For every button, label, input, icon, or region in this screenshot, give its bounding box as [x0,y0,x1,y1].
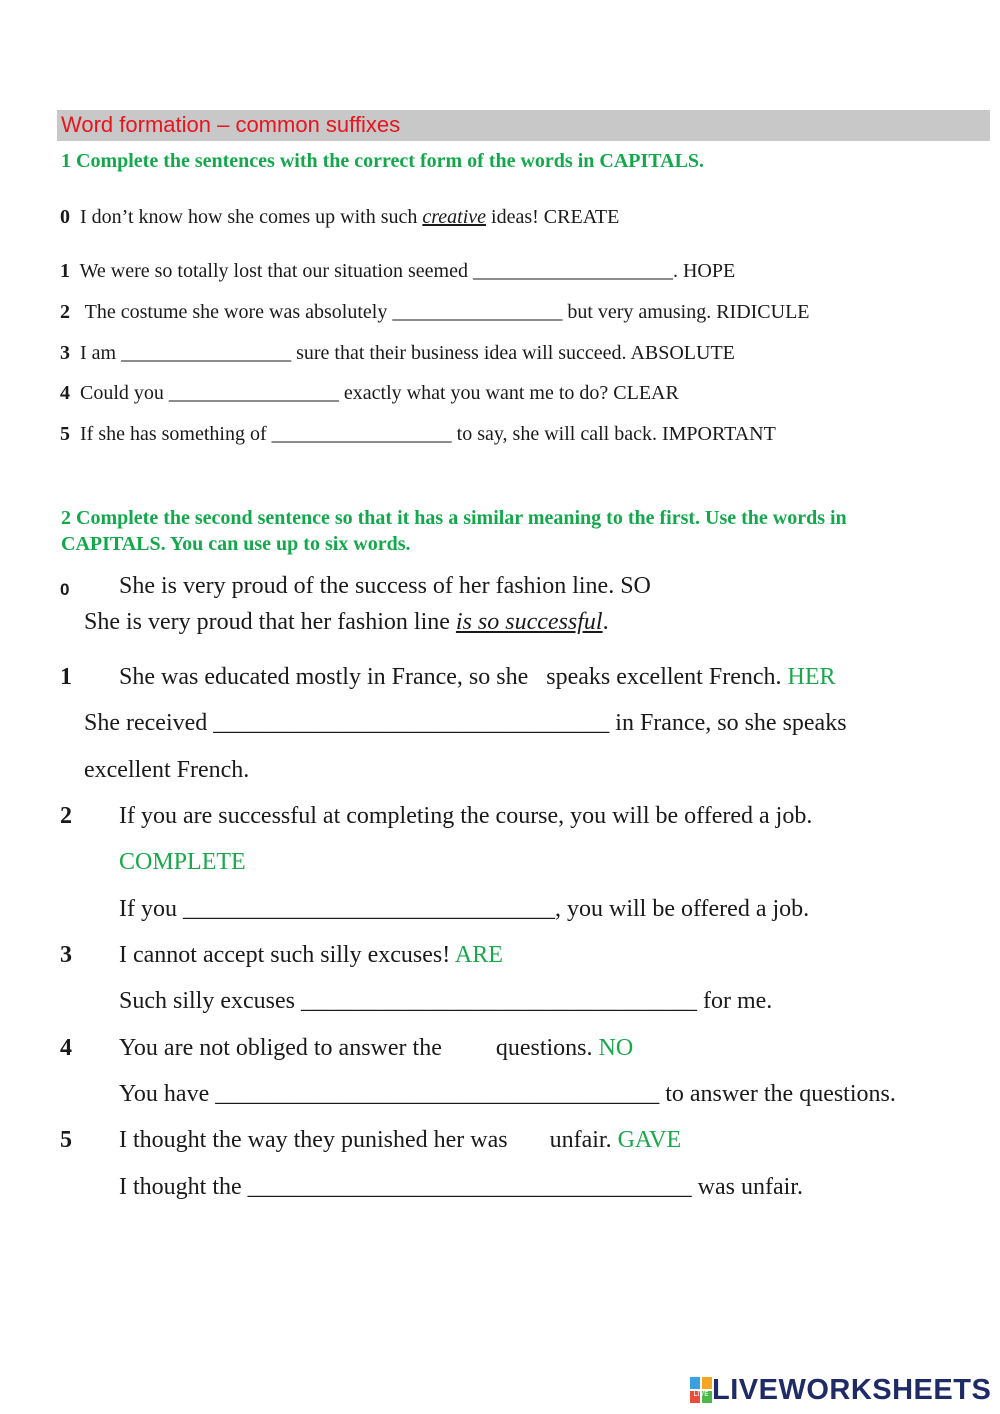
item-sentence [119,942,503,969]
item-sentence-part-b: questions. [495,1035,593,1061]
example-answer: is so successful [455,609,603,635]
item-number: 0 [60,580,70,599]
section1-item [60,260,735,283]
item-number: 4 [60,382,70,404]
keyword: GAVE [617,1127,682,1153]
item-number: 1 [60,260,70,282]
item-text[interactable]: If she has something of __________________ to say, she will call back. IMPORTANT [80,423,776,445]
keyword: COMPLETE [119,849,246,875]
section1-item [60,382,679,405]
item-sentence: If you are successful at completing the course, you will be offered a job. [119,803,813,829]
item-number: 3 [60,342,70,364]
item-number: 2 [60,803,72,829]
keyword: ARE [454,942,503,968]
item-sentence [119,1127,681,1154]
logo-text: LIVEWORKSHEETS [712,1373,992,1406]
item-number: 0 [60,206,70,228]
item-sentence-part-a: She was educated mostly in France, so she [119,664,529,690]
example-text-before: I don’t know how she comes up with such [80,206,418,228]
section1-item [60,342,735,365]
item-answer-line[interactable]: You have _____________________________________ to answer the questions. [119,1081,896,1107]
item-text[interactable]: We were so totally lost that our situation seemed ____________________. HOPE [79,260,736,282]
example-answer-before: She is very proud that her fashion line [84,609,450,635]
logo-mark-icon [690,1377,712,1403]
section2-instruction-line2: CAPITALS. You can use up to six words. [61,533,411,555]
item-answer-line[interactable]: She received _________________________________ in France, so she speaks [84,710,847,736]
section1-instruction: 1 Complete the sentences with the correct form of the words in CAPITALS. [61,150,705,172]
item-number: 2 [60,301,70,323]
example-sentence: She is very proud of the success of her fashion line. SO [119,573,651,599]
keyword: NO [598,1035,634,1061]
item-number: 3 [60,942,72,968]
item-answer-line[interactable]: Such silly excuses _________________________________ for me. [119,988,773,1014]
item-sentence [119,664,836,691]
example-text-after: ideas! CREATE [491,206,620,228]
item-number: 4 [60,1035,72,1061]
example-answer-after: . [602,609,609,635]
item-text[interactable]: Could you _________________ exactly what you want me to do? CLEAR [80,382,679,404]
section1-item [60,301,810,324]
item-sentence-part-b: unfair. [549,1127,612,1153]
keyword: HER [787,664,836,690]
item-number: 1 [60,664,72,690]
section2-instruction-line1: 2 Complete the second sentence so that it has a similar meaning to the first. Use the words in [61,507,847,529]
item-sentence-part-b: speaks excellent French. [546,664,782,690]
item-answer-line[interactable]: If you _______________________________, you will be offered a job. [119,896,810,922]
section1-example [60,206,619,229]
item-answer-line-continued: excellent French. [84,757,250,783]
liveworksheets-logo[interactable] [690,1373,992,1406]
item-sentence-text: I cannot accept such silly excuses! [119,942,451,968]
logo-badge-text: LIVE [693,1390,709,1398]
item-sentence [119,1035,633,1062]
section1-item [60,423,776,446]
example-answer: creative [422,206,487,228]
item-number: 5 [60,423,70,445]
page-title: Word formation – common suffixes [61,112,401,137]
item-number: 5 [60,1127,72,1153]
item-text[interactable]: The costume she wore was absolutely _________________ but very amusing. RIDICULE [84,301,810,323]
item-answer-line[interactable]: I thought the _____________________________________ was unfair. [119,1174,803,1200]
item-text[interactable]: I am _________________ sure that their business idea will succeed. ABSOLUTE [80,342,735,364]
item-sentence-part-a: You are not obliged to answer the [119,1035,442,1061]
item-sentence-part-a: I thought the way they punished her was [119,1127,508,1153]
example-answer-line [84,609,609,636]
